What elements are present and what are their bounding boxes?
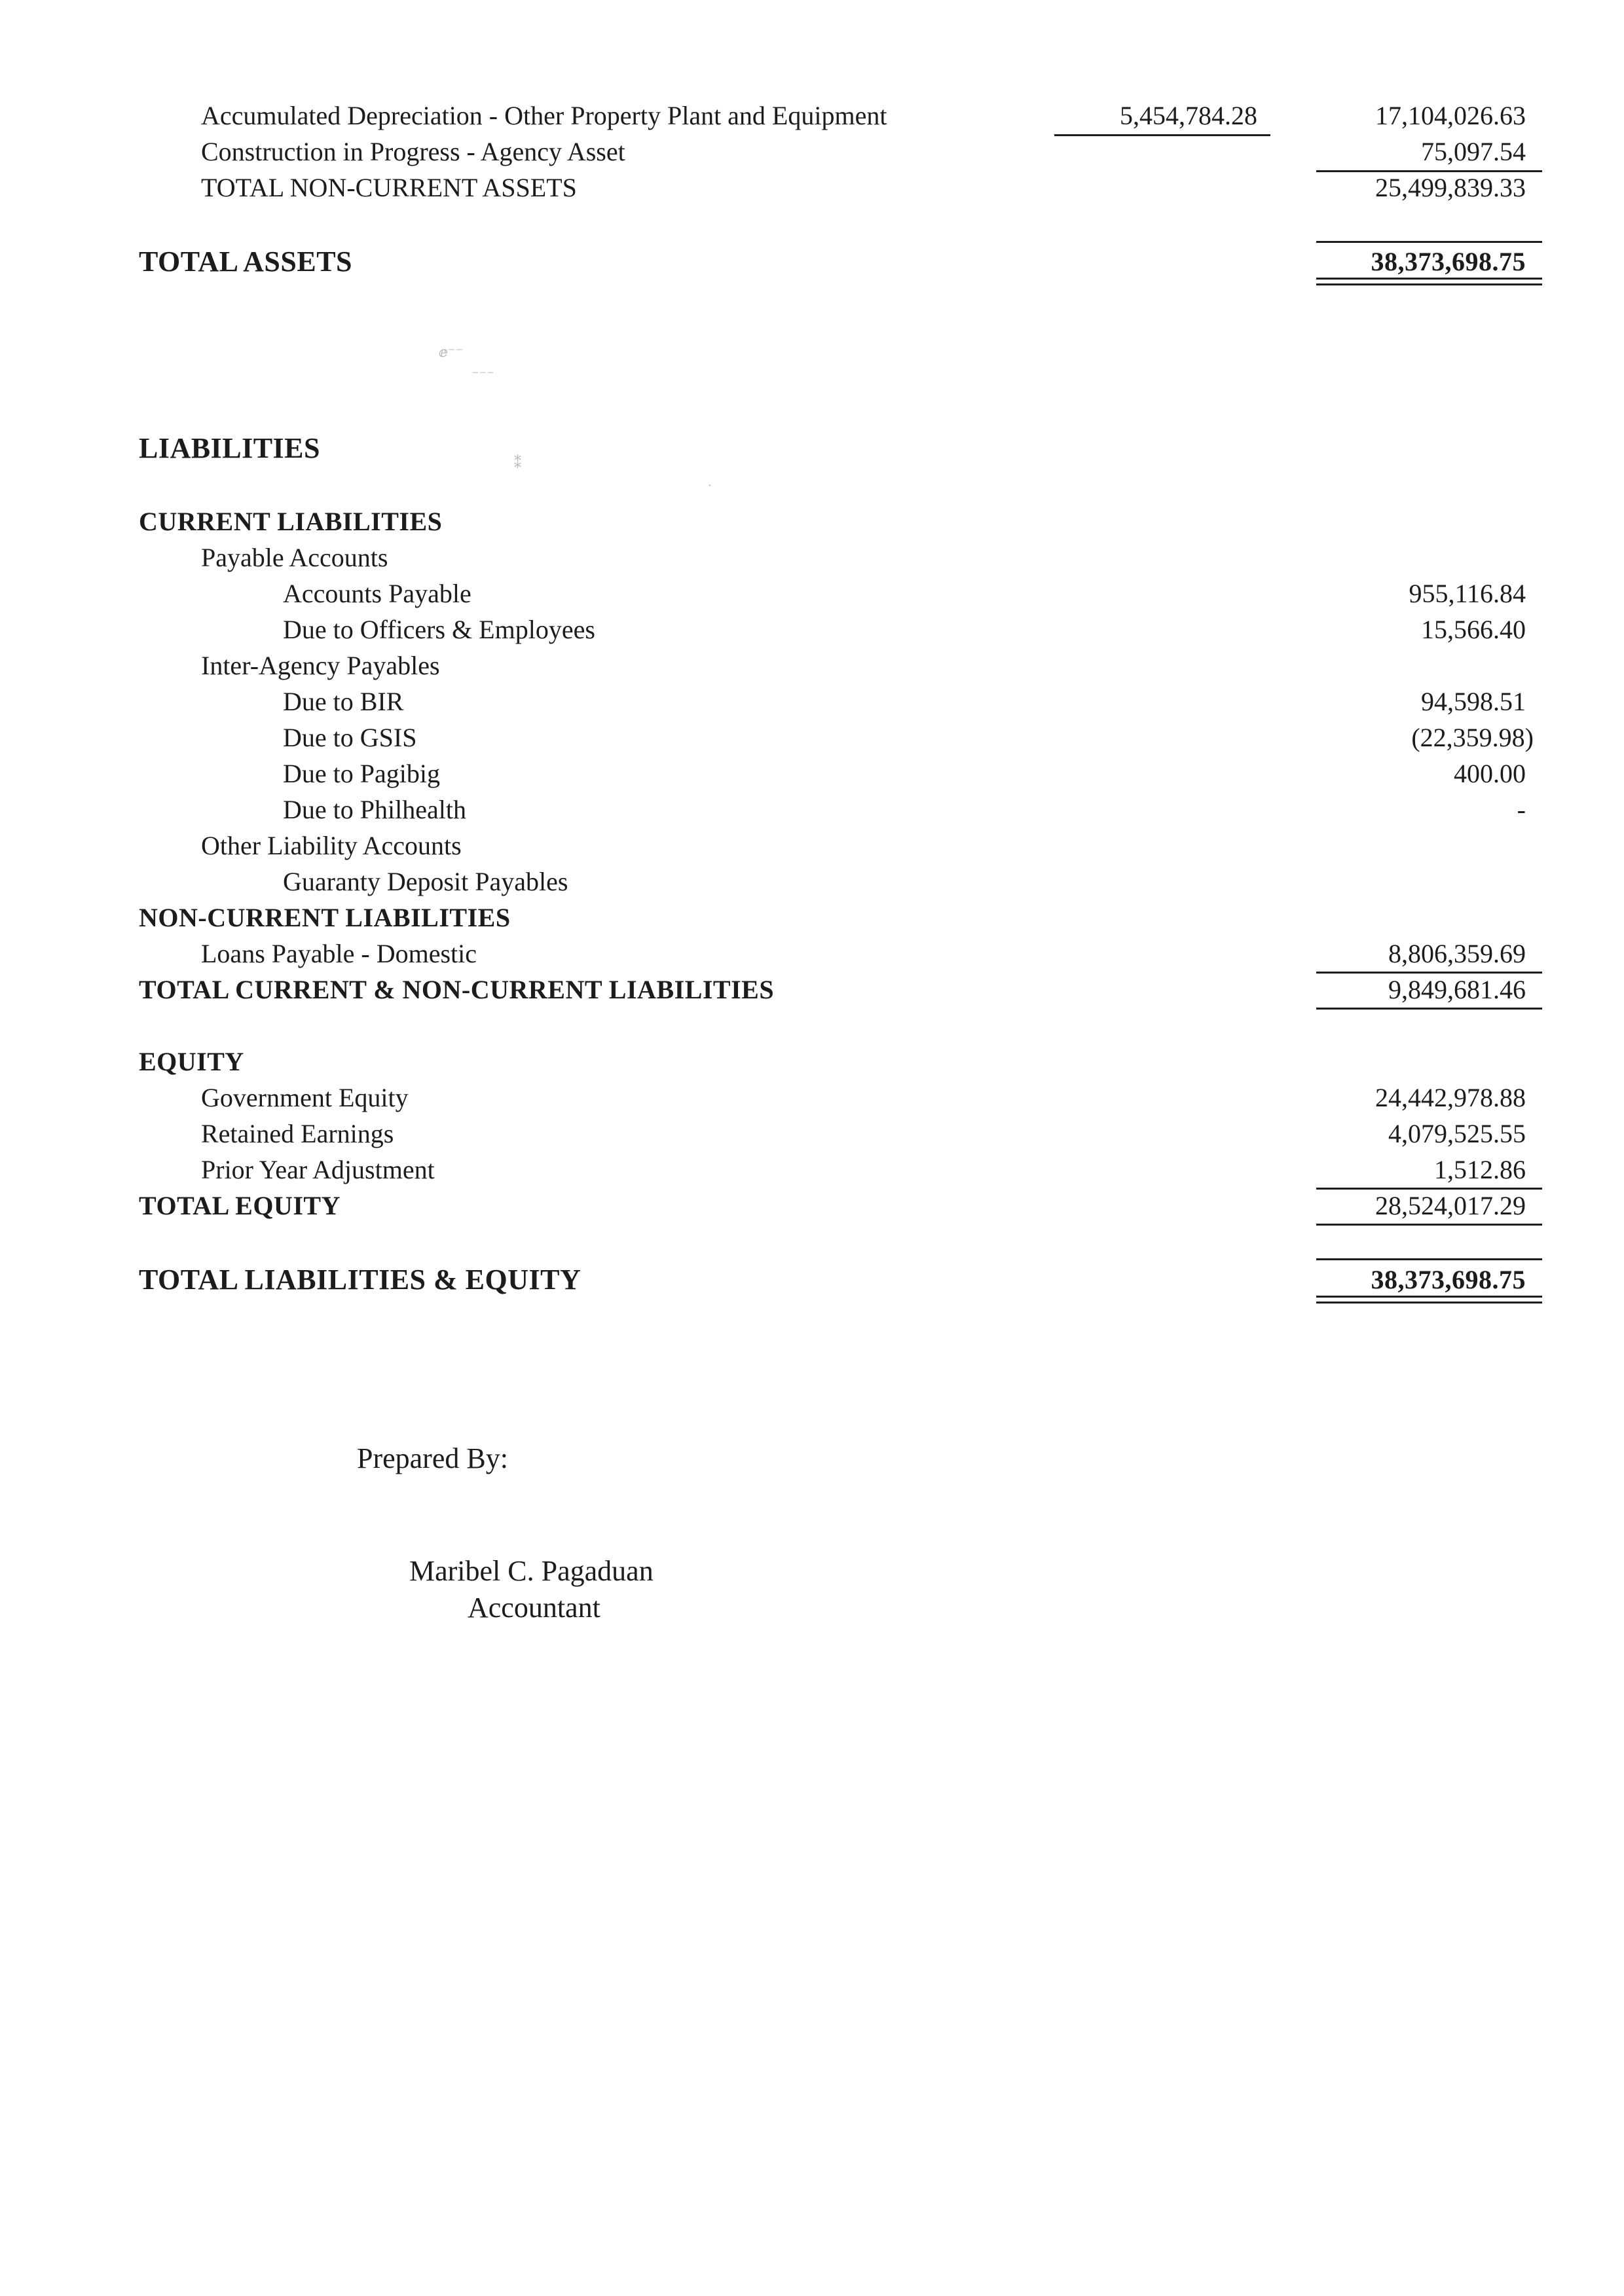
- government-equity-amount: 24,442,978.88: [1375, 1083, 1526, 1112]
- payable-accounts-label: Payable Accounts: [201, 543, 388, 572]
- prior-year-adjustment-amount: 1,512.86: [1434, 1155, 1526, 1184]
- total-equity-amount: 28,524,017.29: [1375, 1191, 1526, 1220]
- due-to-philhealth-label: Due to Philhealth: [283, 795, 466, 824]
- scan-speck: ⁑: [514, 455, 521, 471]
- total-equity-label: TOTAL EQUITY: [139, 1191, 341, 1220]
- retained-earnings-label: Retained Earnings: [201, 1119, 394, 1148]
- scan-speck: ⅇ⁻⁻: [439, 344, 464, 360]
- total-liabilities-amount: 9,849,681.46: [1388, 975, 1526, 1004]
- due-to-philhealth-amount: -: [1517, 795, 1526, 824]
- preparer-name: Maribel C. Pagaduan: [409, 1555, 654, 1587]
- prior-year-adjustment-label: Prior Year Adjustment: [201, 1155, 435, 1184]
- total-liabilities-equity-amount: 38,373,698.75: [1371, 1265, 1526, 1294]
- accumulated-depreciation-amount-a: 5,454,784.28: [1120, 101, 1257, 130]
- guaranty-deposit-payables-label: Guaranty Deposit Payables: [283, 867, 568, 896]
- government-equity-label: Government Equity: [201, 1083, 409, 1112]
- double-underline-grand-total: [1316, 1296, 1542, 1303]
- loans-payable-amount: 8,806,359.69: [1388, 939, 1526, 968]
- underline-column-a: [1054, 134, 1270, 136]
- double-underline-total-assets: [1316, 278, 1542, 285]
- total-assets-label: TOTAL ASSETS: [139, 246, 353, 278]
- due-to-bir-amount: 94,598.51: [1421, 687, 1526, 716]
- non-current-liabilities-heading: NON-CURRENT LIABILITIES: [139, 903, 511, 932]
- accounts-payable-amount: 955,116.84: [1409, 579, 1526, 608]
- inter-agency-payables-label: Inter-Agency Payables: [201, 651, 440, 680]
- equity-heading: EQUITY: [139, 1047, 244, 1076]
- due-to-pagibig-label: Due to Pagibig: [283, 759, 440, 788]
- construction-in-progress-label: Construction in Progress - Agency Asset: [201, 137, 625, 166]
- retained-earnings-amount: 4,079,525.55: [1388, 1119, 1526, 1148]
- accumulated-depreciation-amount-b: 17,104,026.63: [1375, 101, 1526, 130]
- scan-speck: ˙: [707, 481, 712, 498]
- total-liabilities-equity-label: TOTAL LIABILITIES & EQUITY: [139, 1264, 581, 1296]
- prepared-by-label: Prepared By:: [357, 1442, 508, 1474]
- current-liabilities-heading: CURRENT LIABILITIES: [139, 507, 443, 536]
- underline-total-equity: [1316, 1224, 1542, 1226]
- due-to-gsis-amount: (22,359.98): [1411, 723, 1534, 752]
- preparer-title: Accountant: [468, 1592, 600, 1624]
- loans-payable-label: Loans Payable - Domestic: [201, 939, 477, 968]
- due-to-pagibig-amount: 400.00: [1454, 759, 1526, 788]
- total-liabilities-label: TOTAL CURRENT & NON-CURRENT LIABILITIES: [139, 975, 775, 1004]
- scan-speck: ⁻⁻⁻: [471, 367, 494, 383]
- total-non-current-assets-amount: 25,499,839.33: [1375, 173, 1526, 202]
- overline-total-assets: [1316, 241, 1542, 243]
- liabilities-heading: LIABILITIES: [139, 432, 320, 464]
- other-liability-accounts-label: Other Liability Accounts: [201, 831, 462, 860]
- total-assets-amount: 38,373,698.75: [1371, 247, 1526, 276]
- construction-in-progress-amount: 75,097.54: [1421, 137, 1526, 166]
- due-to-gsis-label: Due to GSIS: [283, 723, 417, 752]
- overline-grand-total: [1316, 1258, 1542, 1260]
- due-to-officers-amount: 15,566.40: [1421, 615, 1526, 644]
- total-non-current-assets-label: TOTAL NON-CURRENT ASSETS: [201, 173, 577, 202]
- accounts-payable-label: Accounts Payable: [283, 579, 471, 608]
- due-to-bir-label: Due to BIR: [283, 687, 404, 716]
- underline-total-liabilities: [1316, 1008, 1542, 1010]
- due-to-officers-label: Due to Officers & Employees: [283, 615, 595, 644]
- accumulated-depreciation-label: Accumulated Depreciation - Other Property Plant and Equipment: [201, 101, 887, 130]
